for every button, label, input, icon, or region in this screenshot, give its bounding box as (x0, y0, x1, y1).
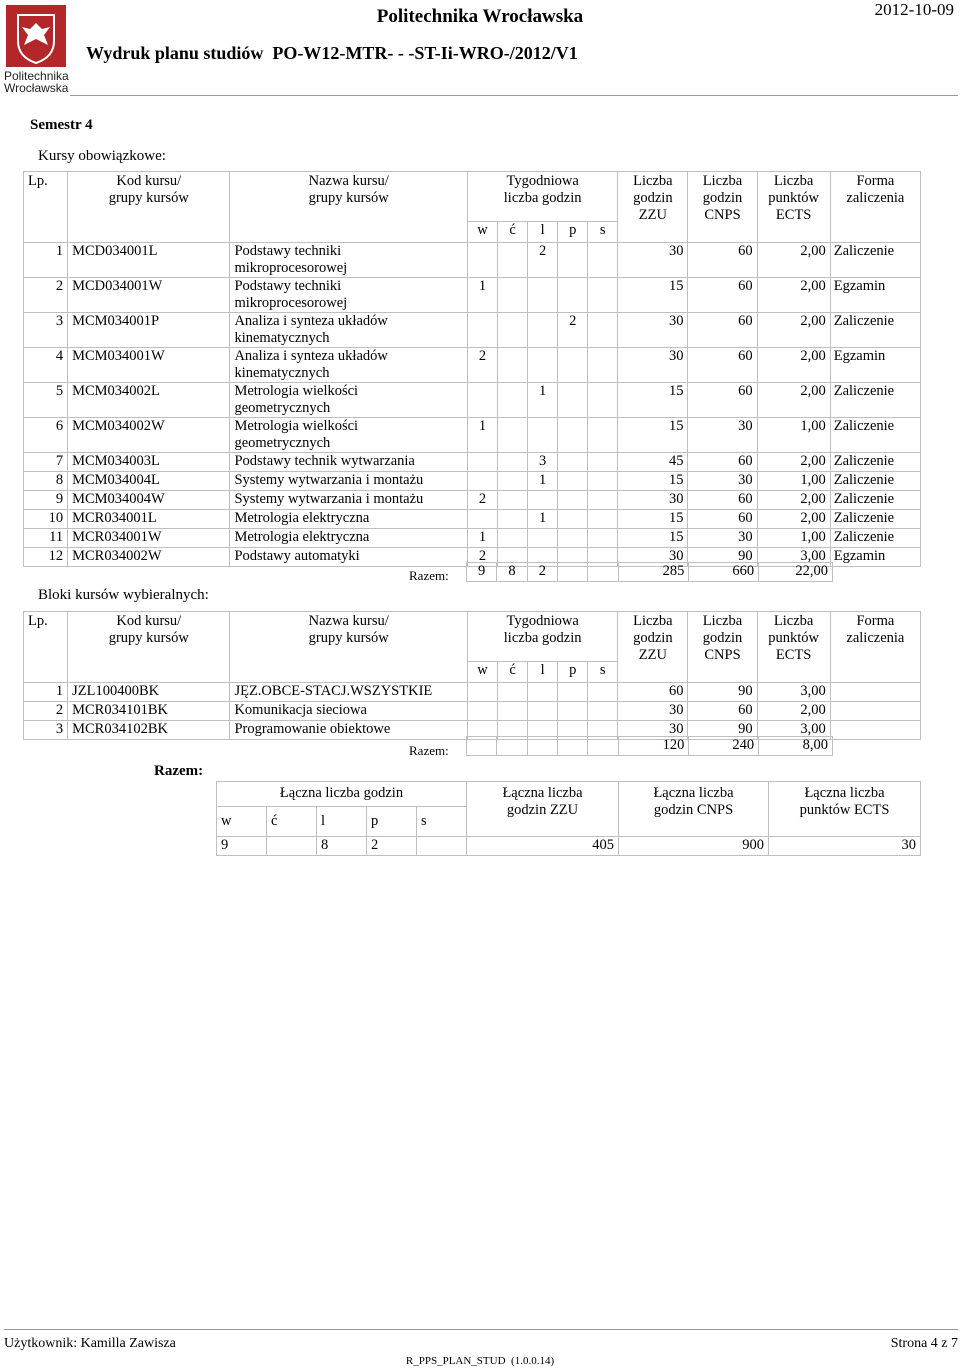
el-row-lp: 3 (24, 721, 68, 740)
row-form: Zaliczenie (830, 453, 920, 472)
col-code: Kod kursu/ grupy kursów (68, 172, 230, 243)
row-form: Zaliczenie (830, 418, 920, 453)
col-l: l (528, 222, 558, 243)
el-row-s (588, 702, 618, 721)
footer-page: Strona 4 z 7 (890, 1336, 958, 1351)
total-c: 8 (497, 563, 527, 582)
university-name: Politechnika Wrocławska (376, 6, 584, 27)
el-total-cnps: 240 (689, 737, 759, 756)
row-ects: 2,00 (757, 491, 830, 510)
elective-label: Bloki kursów wybieralnych: (38, 587, 209, 603)
row-zzu: 15 (618, 278, 688, 313)
el-col-c: ć (498, 662, 528, 683)
row-lp: 8 (24, 472, 68, 491)
row-c (498, 491, 528, 510)
footer-report-id: R_PPS_PLAN_STUD (1.0.0.14) (405, 1355, 555, 1367)
row-l (528, 278, 558, 313)
row-zzu: 15 (618, 418, 688, 453)
el-row-l (528, 683, 558, 702)
row-name: Metrologia elektryczna (230, 529, 468, 548)
row-form: Egzamin (830, 548, 920, 567)
row-s (588, 529, 618, 548)
sum-cnps: 900 (619, 837, 769, 856)
mandatory-total-label: Razem: (409, 568, 449, 583)
row-cnps: 60 (688, 383, 757, 418)
list-item (24, 702, 921, 721)
row-form: Zaliczenie (830, 491, 920, 510)
row-code: MCM034002L (68, 383, 230, 418)
col-lp: Lp. (24, 172, 68, 243)
row-p (558, 348, 588, 383)
el-row-zzu: 30 (618, 702, 688, 721)
row-ects: 2,00 (757, 383, 830, 418)
summary-table (216, 781, 921, 856)
row-s (588, 472, 618, 491)
el-row-c (498, 702, 528, 721)
row-s (588, 278, 618, 313)
el-row-p (558, 702, 588, 721)
row-form: Zaliczenie (830, 472, 920, 491)
row-cnps: 30 (688, 418, 757, 453)
row-zzu: 30 (618, 491, 688, 510)
col-name: Nazwa kursu/ grupy kursów (230, 172, 468, 243)
el-col-weekly: Tygodniowa liczba godzin (467, 612, 617, 662)
el-total-zzu: 120 (618, 737, 689, 756)
el-row-cnps: 90 (688, 683, 757, 702)
row-zzu: 15 (618, 472, 688, 491)
sum-ects: 30 (769, 837, 921, 856)
row-ects: 2,00 (757, 510, 830, 529)
total-w: 9 (467, 563, 497, 582)
row-name: Podstawy technik wytwarzania (230, 453, 468, 472)
row-s (588, 243, 618, 278)
summary-ects-header: Łączna liczba punktów ECTS (769, 782, 921, 837)
document-title: Wydruk planu studiów PO-W12-MTR- - -ST-Ii-WRO-/2012/V1 (86, 43, 578, 63)
row-lp: 3 (24, 313, 68, 348)
row-name: Podstawy techniki mikroprocesorowej (230, 278, 468, 313)
list-item (24, 683, 921, 702)
el-row-code: MCR034101BK (68, 702, 230, 721)
table-row (24, 313, 921, 348)
row-ects: 1,00 (757, 472, 830, 491)
row-zzu: 15 (618, 529, 688, 548)
sum-col-p: p (367, 807, 417, 837)
row-lp: 5 (24, 383, 68, 418)
row-form: Zaliczenie (830, 243, 920, 278)
row-form: Zaliczenie (830, 313, 920, 348)
table-row (24, 278, 921, 313)
row-s (588, 491, 618, 510)
row-form: Zaliczenie (830, 383, 920, 418)
row-w (467, 472, 497, 491)
row-p (558, 472, 588, 491)
el-col-p: p (558, 662, 588, 683)
row-code: MCR034001L (68, 510, 230, 529)
el-row-form (830, 702, 920, 721)
row-code: MCM034003L (68, 453, 230, 472)
row-code: MCR034001W (68, 529, 230, 548)
row-code: MCM034001P (68, 313, 230, 348)
el-col-s: s (588, 662, 618, 683)
row-p (558, 383, 588, 418)
row-c (498, 278, 528, 313)
row-lp: 9 (24, 491, 68, 510)
el-row-p (558, 683, 588, 702)
el-col-w: w (467, 662, 497, 683)
el-col-zzu: Liczba godzin ZZU (618, 612, 688, 683)
row-s (588, 510, 618, 529)
row-cnps: 60 (688, 278, 757, 313)
el-row-form (830, 721, 920, 740)
el-row-lp: 1 (24, 683, 68, 702)
row-code: MCR034002W (68, 548, 230, 567)
row-l (528, 418, 558, 453)
row-cnps: 60 (688, 348, 757, 383)
row-name: Systemy wytwarzania i montażu (230, 472, 468, 491)
sum-s (417, 837, 467, 856)
col-zzu: Liczba godzin ZZU (618, 172, 688, 243)
row-ects: 3,00 (757, 548, 830, 567)
row-form: Zaliczenie (830, 529, 920, 548)
row-name: Metrologia wielkości geometrycznych (230, 418, 468, 453)
row-name: Metrologia wielkości geometrycznych (230, 383, 468, 418)
row-zzu: 15 (618, 510, 688, 529)
row-l: 2 (528, 243, 558, 278)
row-name: Podstawy techniki mikroprocesorowej (230, 243, 468, 278)
sum-l: 8 (317, 837, 367, 856)
el-row-ects: 3,00 (757, 683, 830, 702)
summary-cnps-header: Łączna liczba godzin CNPS (619, 782, 769, 837)
el-row-cnps: 60 (688, 702, 757, 721)
row-ects: 2,00 (757, 348, 830, 383)
row-name: Metrologia elektryczna (230, 510, 468, 529)
el-col-name: Nazwa kursu/ grupy kursów (230, 612, 468, 683)
el-row-s (588, 683, 618, 702)
row-zzu: 30 (618, 243, 688, 278)
row-w (467, 383, 497, 418)
elective-header-row (24, 612, 921, 662)
row-cnps: 90 (688, 548, 757, 567)
footer-user: Użytkownik: Kamilla Zawisza (4, 1336, 176, 1351)
col-form: Forma zaliczenia (830, 172, 920, 243)
row-cnps: 30 (688, 472, 757, 491)
row-ects: 1,00 (757, 418, 830, 453)
row-name: Analiza i synteza układów kinematycznych (230, 313, 468, 348)
row-zzu: 30 (618, 348, 688, 383)
row-w: 1 (467, 278, 497, 313)
row-zzu: 30 (618, 548, 688, 567)
el-row-name: Programowanie obiektowe (230, 721, 468, 740)
row-ects: 2,00 (757, 278, 830, 313)
el-row-name: JĘZ.OBCE-STACJ.WSZYSTKIE (230, 683, 468, 702)
row-s (588, 453, 618, 472)
table-row (24, 529, 921, 548)
row-w (467, 243, 497, 278)
el-row-lp: 2 (24, 702, 68, 721)
table-row (24, 472, 921, 491)
el-col-form: Forma zaliczenia (830, 612, 920, 683)
col-cnps: Liczba godzin CNPS (688, 172, 757, 243)
row-w (467, 453, 497, 472)
total-p (557, 563, 587, 582)
row-code: MCM034001W (68, 348, 230, 383)
row-p (558, 278, 588, 313)
row-name: Systemy wytwarzania i montażu (230, 491, 468, 510)
el-row-zzu: 60 (618, 683, 688, 702)
row-p: 2 (558, 313, 588, 348)
logo-text: Politechnika Wrocławska (4, 69, 69, 95)
elective-total-label: Razem: (409, 743, 449, 758)
el-row-form (830, 683, 920, 702)
row-lp: 4 (24, 348, 68, 383)
row-s (588, 418, 618, 453)
row-ects: 1,00 (757, 529, 830, 548)
row-w: 2 (467, 491, 497, 510)
table-row (24, 453, 921, 472)
footer-divider (4, 1329, 958, 1330)
row-lp: 12 (24, 548, 68, 567)
row-ects: 2,00 (757, 313, 830, 348)
print-date: 2012-10-09 (874, 0, 954, 19)
row-l (528, 348, 558, 383)
row-c (498, 510, 528, 529)
table-row (24, 243, 921, 278)
row-form: Zaliczenie (830, 510, 920, 529)
el-row-c (498, 683, 528, 702)
row-c (498, 313, 528, 348)
row-w: 1 (467, 418, 497, 453)
row-zzu: 30 (618, 313, 688, 348)
table-row (24, 491, 921, 510)
row-l: 1 (528, 383, 558, 418)
row-c (498, 348, 528, 383)
mandatory-total-row (466, 562, 833, 582)
el-row-l (528, 702, 558, 721)
row-l: 3 (528, 453, 558, 472)
col-ects: Liczba punktów ECTS (757, 172, 830, 243)
row-lp: 10 (24, 510, 68, 529)
row-lp: 7 (24, 453, 68, 472)
summary-zzu-header: Łączna liczba godzin ZZU (467, 782, 619, 837)
row-cnps: 60 (688, 453, 757, 472)
row-zzu: 15 (618, 383, 688, 418)
sum-p: 2 (367, 837, 417, 856)
row-lp: 1 (24, 243, 68, 278)
row-code: MCM034004W (68, 491, 230, 510)
row-cnps: 60 (688, 243, 757, 278)
total-s (588, 563, 618, 582)
el-col-cnps: Liczba godzin CNPS (688, 612, 757, 683)
el-row-w (467, 702, 497, 721)
row-cnps: 60 (688, 510, 757, 529)
row-name: Analiza i synteza układów kinematycznych (230, 348, 468, 383)
total-cnps: 660 (689, 563, 759, 582)
el-col-lp: Lp. (24, 612, 68, 683)
sum-w: 9 (217, 837, 267, 856)
row-ects: 2,00 (757, 453, 830, 472)
summary-label: Razem: (154, 763, 204, 779)
row-p (558, 529, 588, 548)
sum-col-l: l (317, 807, 367, 837)
row-code: MCD034001L (68, 243, 230, 278)
total-ects: 22,00 (759, 563, 833, 582)
el-total-ects: 8,00 (759, 737, 833, 756)
mandatory-courses-table (23, 171, 921, 567)
row-w: 2 (467, 348, 497, 383)
table-row (24, 510, 921, 529)
sum-col-s: s (417, 807, 467, 837)
row-p (558, 243, 588, 278)
el-row-ects: 3,00 (757, 721, 830, 740)
sum-col-w: w (217, 807, 267, 837)
row-c (498, 529, 528, 548)
row-p (558, 453, 588, 472)
row-l (528, 313, 558, 348)
el-col-code: Kod kursu/ grupy kursów (68, 612, 230, 683)
el-row-zzu: 30 (618, 721, 688, 740)
col-w: w (467, 222, 497, 243)
row-s (588, 348, 618, 383)
row-l (528, 491, 558, 510)
elective-courses-table (23, 611, 921, 740)
row-code: MCM034004L (68, 472, 230, 491)
row-w (467, 510, 497, 529)
el-row-cnps: 90 (688, 721, 757, 740)
el-row-ects: 2,00 (757, 702, 830, 721)
col-weekly: Tygodniowa liczba godzin (467, 172, 617, 222)
row-lp: 11 (24, 529, 68, 548)
row-code: MCD034001W (68, 278, 230, 313)
summary-hours-header: Łączna liczba godzin (217, 782, 467, 807)
el-row-code: JZL100400BK (68, 683, 230, 702)
row-c (498, 418, 528, 453)
row-w: 1 (467, 529, 497, 548)
row-form: Egzamin (830, 348, 920, 383)
row-c (498, 243, 528, 278)
table-header-row (24, 172, 921, 222)
row-ects: 2,00 (757, 243, 830, 278)
row-l: 1 (528, 510, 558, 529)
sum-col-c: ć (267, 807, 317, 837)
row-name: Podstawy automatyki (230, 548, 468, 567)
row-p (558, 418, 588, 453)
el-row-name: Komunikacja sieciowa (230, 702, 468, 721)
el-col-l: l (528, 662, 558, 683)
row-c (498, 383, 528, 418)
row-code: MCM034002W (68, 418, 230, 453)
col-p: p (558, 222, 588, 243)
row-cnps: 30 (688, 529, 757, 548)
el-row-w (467, 683, 497, 702)
row-s (588, 313, 618, 348)
row-c (498, 472, 528, 491)
row-l (528, 529, 558, 548)
row-lp: 6 (24, 418, 68, 453)
el-col-ects: Liczba punktów ECTS (757, 612, 830, 683)
row-p (558, 510, 588, 529)
row-cnps: 60 (688, 491, 757, 510)
row-s (588, 383, 618, 418)
header-divider (70, 95, 958, 96)
sum-c (267, 837, 317, 856)
row-c (498, 453, 528, 472)
el-row-code: MCR034102BK (68, 721, 230, 740)
col-s: s (588, 222, 618, 243)
col-c: ć (498, 222, 528, 243)
mandatory-rows (24, 243, 921, 567)
total-zzu: 285 (618, 563, 689, 582)
table-row (24, 418, 921, 453)
row-l: 1 (528, 472, 558, 491)
row-zzu: 45 (618, 453, 688, 472)
row-p (558, 491, 588, 510)
semester-title: Semestr 4 (30, 117, 93, 133)
row-form: Egzamin (830, 278, 920, 313)
row-cnps: 60 (688, 313, 757, 348)
row-w: 2 (467, 548, 497, 567)
row-lp: 2 (24, 278, 68, 313)
sum-zzu: 405 (467, 837, 619, 856)
row-w (467, 313, 497, 348)
mandatory-label: Kursy obowiązkowe: (38, 148, 166, 164)
total-l: 2 (527, 563, 557, 582)
elective-rows (24, 683, 921, 740)
table-row (24, 383, 921, 418)
table-row (24, 348, 921, 383)
elective-total-row (466, 736, 833, 756)
